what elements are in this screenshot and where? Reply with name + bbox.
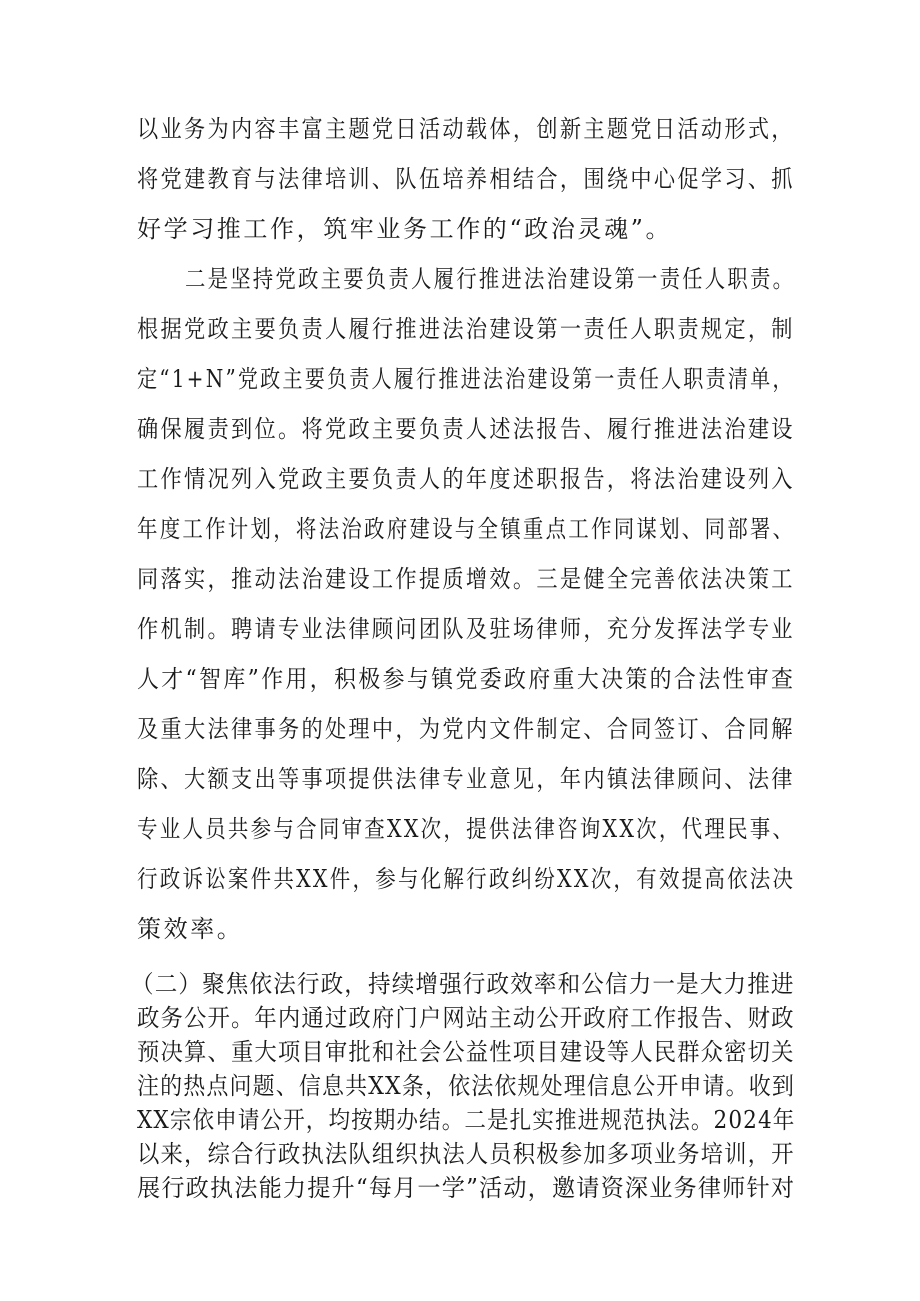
text-line: 将党建教育与法律培训、队伍培养相结合，围绕中心促学习、抓 [137,165,795,193]
text-line: 政务公开。年内通过政府门户网站主动公开政府工作报告、财政 [137,1004,795,1032]
text-line: 好学习推工作，筑牢业务工作的“政治灵魂”。 [137,215,673,243]
text-line: 定“1+N”党政主要负责人履行推进法治建设第一责任人职责清单， [137,365,795,393]
text-line: 预决算、重大项目审批和社会公益性项目建设等人民群众密切关 [137,1038,795,1066]
text-line: 以业务为内容丰富主题党日活动载体，创新主题党日活动形式， [137,115,795,143]
text-line: 除、大额支出等事项提供法律专业意见，年内镇法律顾问、法律 [137,765,795,793]
text-line: 工作情况列入党政主要负责人的年度述职报告，将法治建设列入 [137,465,795,493]
text-line: 确保履责到位。将党政主要负责人述法报告、履行推进法治建设 [137,415,795,443]
text-line: 行政诉讼案件共XX件，参与化解行政纠纷XX次，有效提高依法决 [137,865,796,893]
text-line: 专业人员共参与合同审查XX次，提供法律咨询XX次，代理民事、 [137,815,796,843]
text-line: 二是坚持党政主要负责人履行推进法治建设第一责任人职责。 [185,265,796,293]
text-line: 年度工作计划，将法治政府建设与全镇重点工作同谋划、同部署、 [137,515,796,543]
text-line: 注的热点问题、信息共XX条，依法依规处理信息公开申请。收到 [137,1072,795,1100]
text-line: 人才“智库”作用，积极参与镇党委政府重大决策的合法性审查 [137,665,796,693]
text-line: XX宗依申请公开，均按期办结。二是扎实推进规范执法。2024年 [137,1106,796,1134]
text-line: （二）聚焦依法行政，持续增强行政效率和公信力一是大力推进 [131,970,795,998]
text-line: 同落实，推动法治建设工作提质增效。三是健全完善依法决策工 [137,565,795,593]
text-line: 及重大法律事务的处理中，为党内文件制定、合同签订、合同解 [137,715,795,743]
text-line: 展行政执法能力提升“每月一学”活动，邀请资深业务律师针对 [137,1174,796,1202]
text-line: 根据党政主要负责人履行推进法治建设第一责任人职责规定，制 [137,315,795,343]
text-line: 作机制。聘请专业法律顾问团队及驻场律师，充分发挥法学专业 [137,615,795,643]
text-line: 策效率。 [137,915,244,943]
text-line: 以来，综合行政执法队组织执法人员积极参加多项业务培训，开 [137,1140,795,1168]
